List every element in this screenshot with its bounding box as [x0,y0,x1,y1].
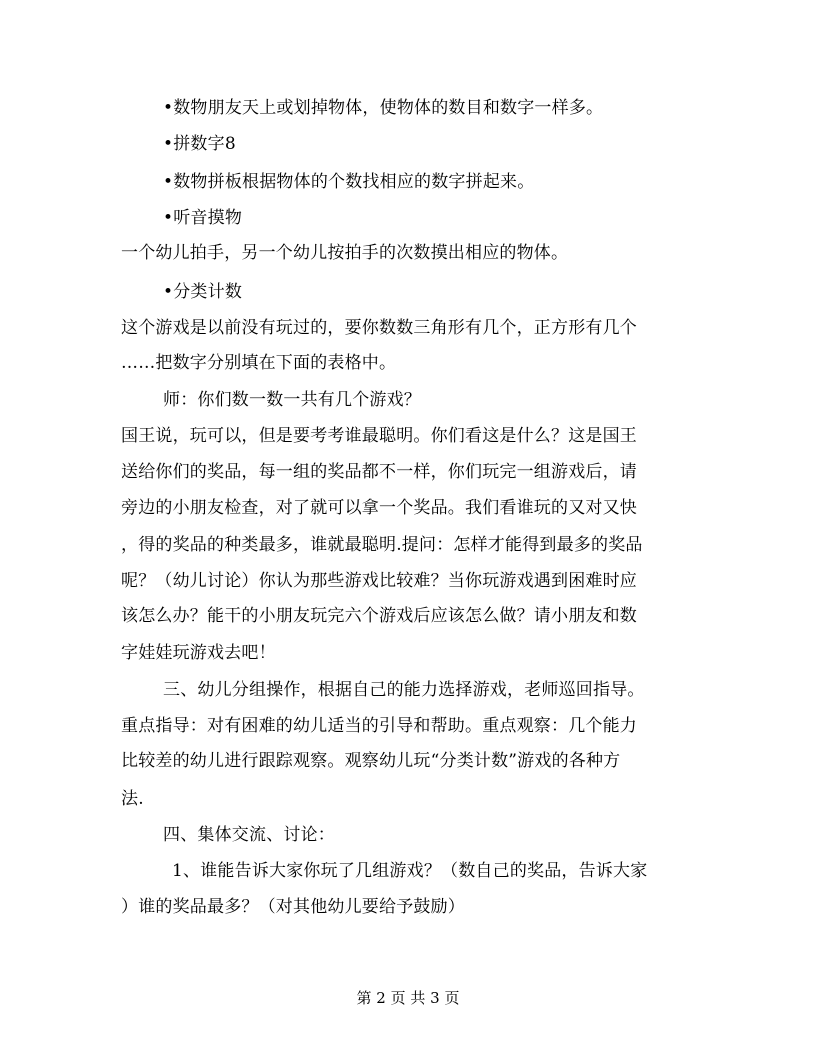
bullet-item-classify-count: •分类计数 [163,282,243,302]
paragraph-line: ）谁的奖品最多？（对其他幼儿要给予鼓励） [121,897,465,917]
section-heading-four: 四、集体交流、讨论： [163,825,335,845]
bullet-item-listen-touch: •听音摸物 [163,208,243,228]
bullet-item-spell-digit: •拼数字8 [163,134,236,154]
paragraph-line: 一个幼儿拍手，另一个幼儿按拍手的次数摸出相应的物体。 [121,243,569,263]
paragraph-line: 旁边的小朋友检查，对了就可以拿一个奖品。我们看谁玩的又对又快 [121,498,637,518]
paragraph-line: 该怎么办？能干的小朋友玩完六个游戏后应该怎么做？请小朋友和数 [121,606,637,626]
page-number-footer: 第 2 页 共 3 页 [356,989,460,1007]
paragraph-line: 送给你们的奖品，每一组的奖品都不一样，你们玩完一组游戏后，请 [121,462,637,482]
bullet-item-puzzle-board: •数物拼板根据物体的个数找相应的数字拼起来。 [163,172,535,192]
paragraph-line: 师：你们数一数一共有几个游戏？ [163,390,421,410]
paragraph-line: ……把数字分别填在下面的表格中。 [121,353,397,373]
paragraph-line: 呢？（幼儿讨论）你认为那些游戏比较难？当你玩游戏遇到困难时应 [121,571,637,591]
numbered-item-1: 1、谁能告诉大家你玩了几组游戏？（数自己的奖品，告诉大家 [172,861,648,881]
section-heading-three: 三、幼儿分组操作，根据自己的能力选择游戏，老师巡回指导。 [163,680,645,700]
paragraph-line: 国王说，玩可以，但是要考考谁最聪明。你们看这是什么？这是国王 [121,426,637,446]
paragraph-line: 重点指导：对有困难的幼儿适当的引导和帮助。重点观察：几个能力 [121,716,637,736]
paragraph-line: ，得的奖品的种类最多，谁就最聪明.提问：怎样才能得到最多的奖品 [121,535,643,555]
paragraph-line: 字娃娃玩游戏去吧！ [121,643,276,663]
bullet-item-count-objects: •数物朋友天上或划掉物体，使物体的数目和数字一样多。 [163,98,604,118]
paragraph-line: 比较差的幼儿进行跟踪观察。观察幼儿玩“分类计数”游戏的各种方 [121,751,621,771]
paragraph-line: 这个游戏是以前没有玩过的，要你数数三角形有几个，正方形有几个 [121,318,637,338]
paragraph-line: 法. [121,789,144,809]
